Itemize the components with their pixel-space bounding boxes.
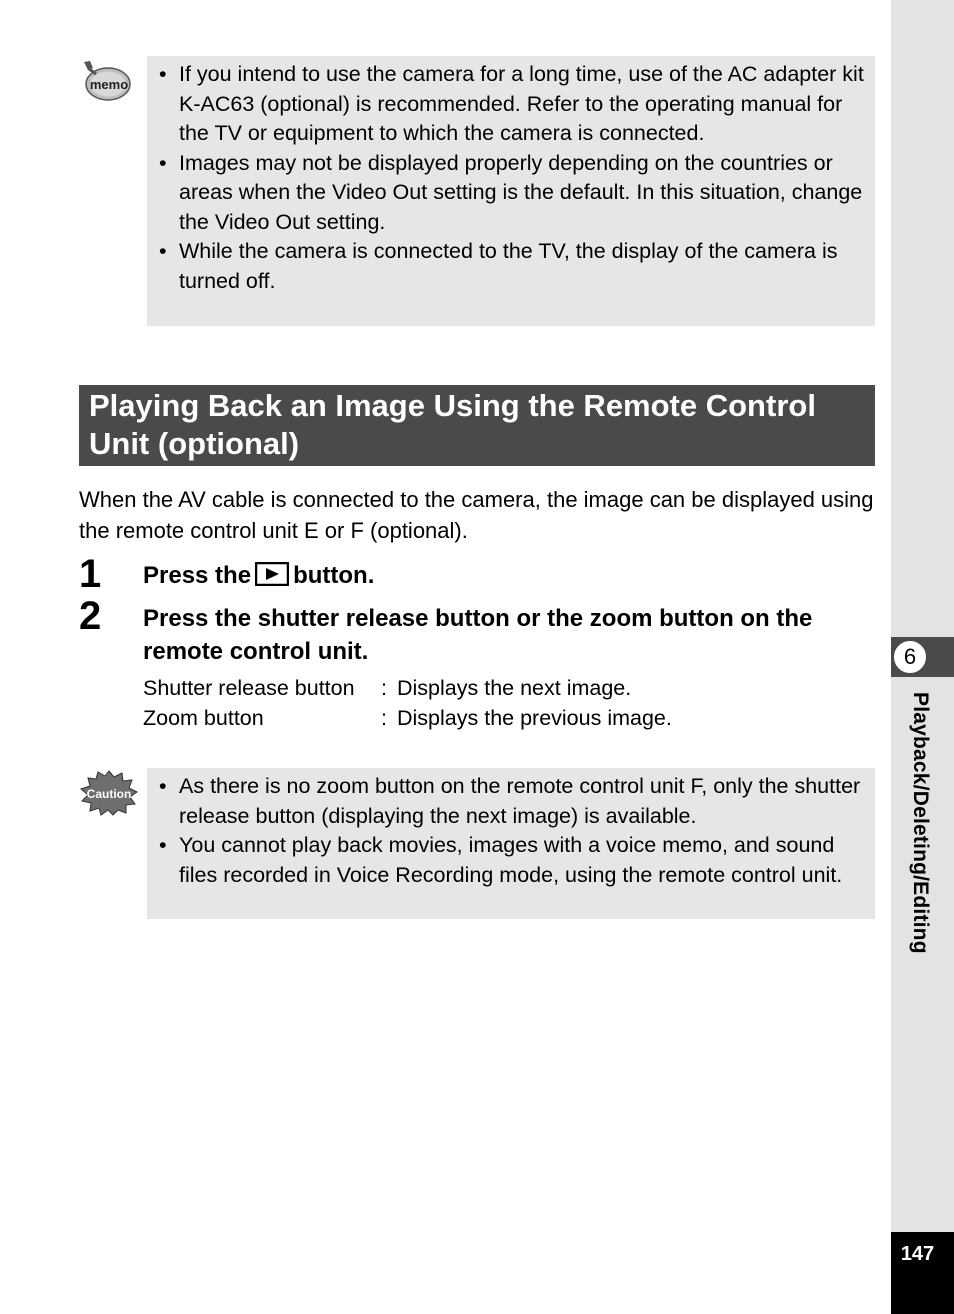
step-1-number: 1 (79, 552, 102, 596)
section-heading: Playing Back an Image Using the Remote Control Unit (optional) (89, 388, 816, 461)
memo-icon-label: memo (89, 77, 129, 92)
button-function-label: Zoom button (143, 706, 264, 730)
memo-icon (80, 60, 132, 104)
chapter-title: Playback/Deleting/Editing (909, 692, 932, 954)
page-number: 147 (900, 1243, 935, 1265)
chapter-number: 6 (893, 640, 927, 674)
button-function-separator: : (381, 676, 387, 700)
caution-note-box (147, 768, 875, 919)
playback-icon (255, 562, 289, 586)
button-function-value: Displays the previous image. (397, 706, 672, 730)
step-1-text: Press the button. (143, 562, 375, 589)
memo-note-box (147, 56, 875, 326)
memo-item: • Images may not be displayed properly depending on the countries or areas when the Video Out setting is the default. In this situation, change the Video Out setting. (159, 150, 863, 234)
step-2-text: Press the shutter release button or the zoom button on the remote control unit. (143, 605, 813, 665)
memo-item: • If you intend to use the camera for a long time, use of the AC adapter kit K-AC63 (optional) is recommended. Refer to the operating manual for the TV or equipment to which the camera is connected. (159, 62, 864, 145)
step-2-number: 2 (79, 594, 102, 638)
button-function-label: Shutter release button (143, 676, 355, 700)
section-heading-bar (79, 385, 875, 466)
caution-icon-label: Caution (86, 787, 132, 801)
caution-item: • You cannot play back movies, images with a voice memo, and sound files recorded in Voice Recording mode, using the remote control unit. (159, 833, 843, 887)
button-function-separator: : (381, 706, 387, 730)
caution-item: • As there is no zoom button on the remote control unit F, only the shutter release button (displaying the next image) is available. (159, 774, 861, 828)
button-function-value: Displays the next image. (397, 676, 632, 700)
intro-paragraph: When the AV cable is connected to the camera, the image can be displayed using the remote control unit E or F (optional). (79, 487, 874, 543)
caution-icon (80, 770, 138, 816)
memo-item: • While the camera is connected to the TV, the display of the camera is turned off. (159, 239, 838, 293)
